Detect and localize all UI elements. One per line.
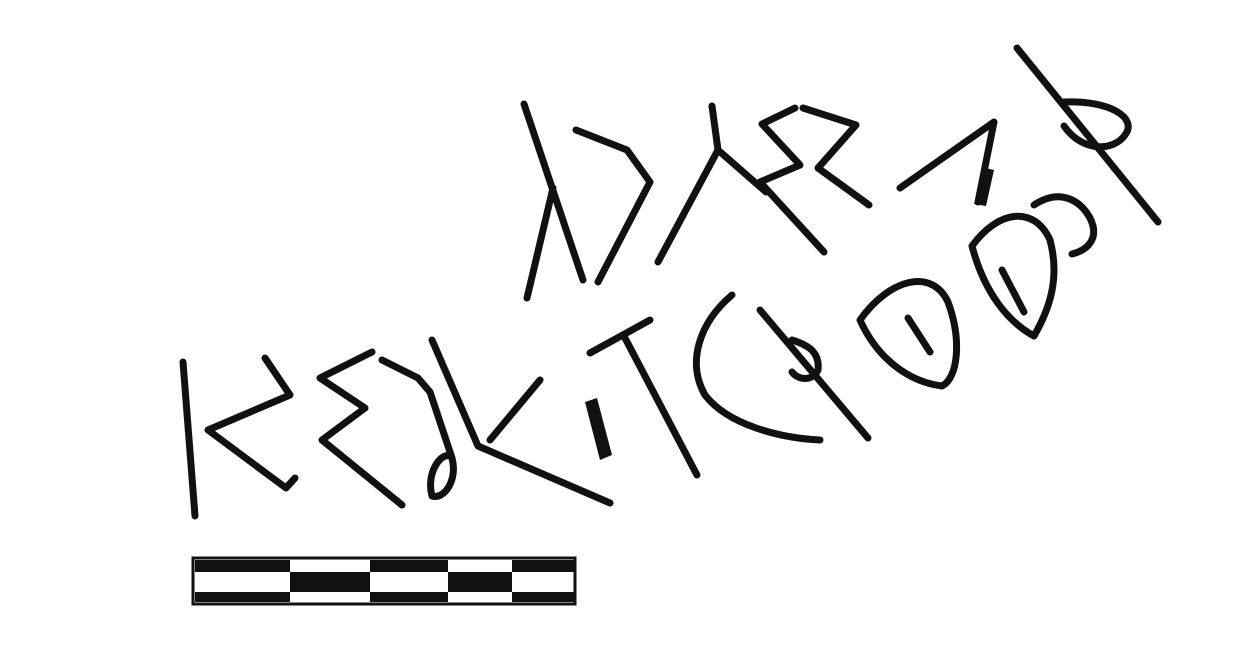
glyph-upper-6-wedge xyxy=(974,168,994,206)
glyph-lower-5 xyxy=(432,340,610,503)
glyph-upper-3 xyxy=(658,106,766,262)
glyph-lower-7 xyxy=(696,295,820,440)
glyph-lower-1 xyxy=(183,362,195,516)
scale-bar-mid-seg-2 xyxy=(448,572,512,592)
scale-bar-bottom-seg-3 xyxy=(512,592,574,602)
scale-bar-top-seg-2 xyxy=(370,560,448,572)
glyph-lower-10 xyxy=(972,216,1054,336)
glyph-lower-4 xyxy=(382,360,453,497)
glyph-upper-7 xyxy=(1017,48,1158,222)
inscription-upper-line xyxy=(524,48,1158,298)
glyph-lower-5-wedge xyxy=(585,398,612,460)
scale-bar-mid-seg-1 xyxy=(290,572,370,592)
glyph-lower-3 xyxy=(320,352,402,505)
scale-bar-top-seg-1 xyxy=(195,560,290,572)
scale-bar-bottom-seg-2 xyxy=(370,592,448,602)
glyph-upper-5 xyxy=(803,108,869,205)
glyph-lower-2 xyxy=(208,358,295,488)
scale-bar xyxy=(193,558,575,604)
glyph-upper-1 xyxy=(524,104,583,298)
glyph-upper-4 xyxy=(760,108,824,252)
glyph-lower-8 xyxy=(760,310,868,438)
glyph-upper-2 xyxy=(576,130,650,282)
scale-bar-bottom-seg-1 xyxy=(195,592,290,602)
inscription-lower-line xyxy=(183,197,1094,516)
glyph-lower-9 xyxy=(860,282,957,386)
scale-bar-top-seg-3 xyxy=(512,560,574,572)
